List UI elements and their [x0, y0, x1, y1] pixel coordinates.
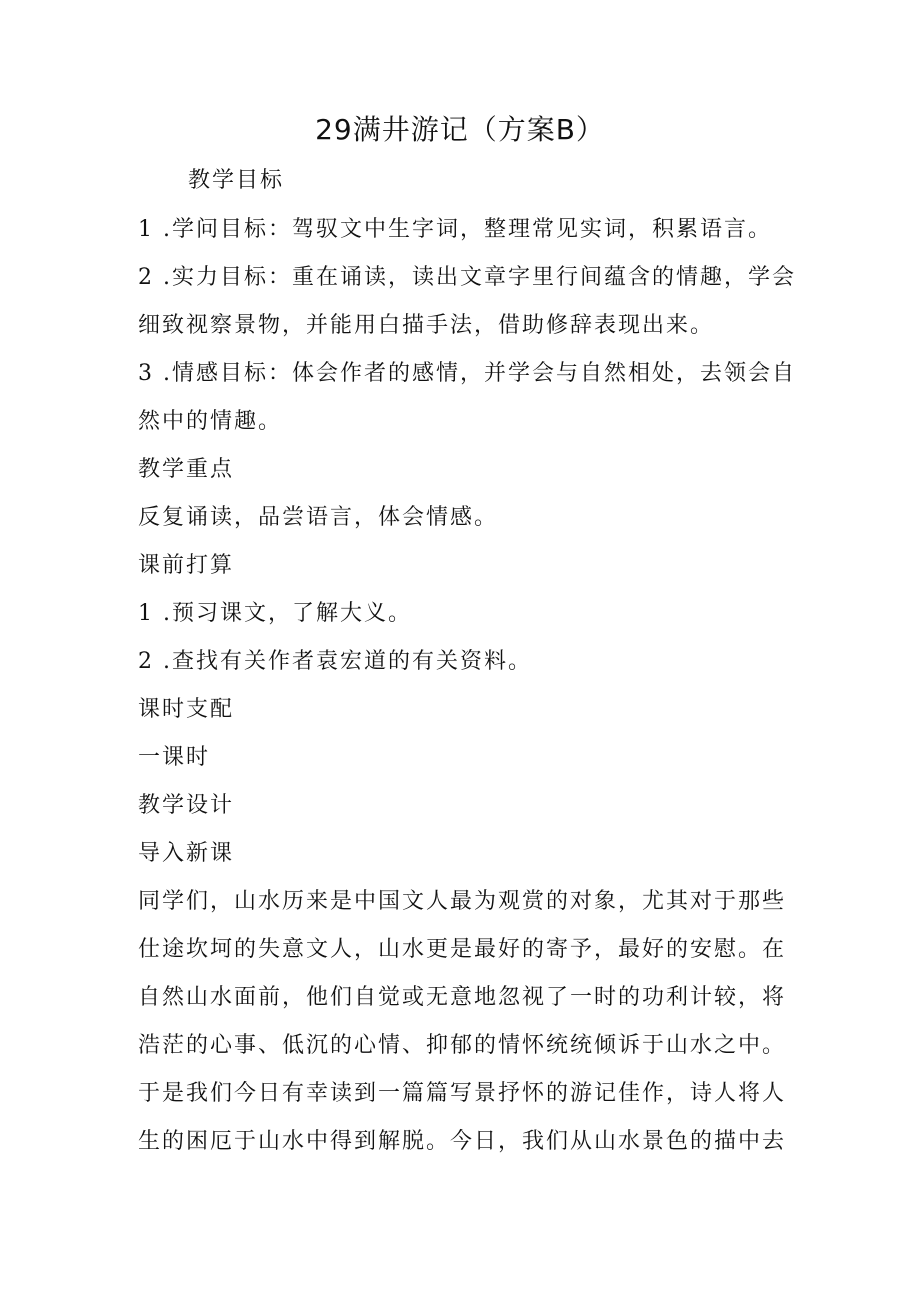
paragraph-line: 细致视察景物，并能用白描手法，借助修辞表现出来。: [138, 313, 715, 338]
paragraph-line: 1 .学问目标：驾驭文中生字词，整理常见实词，积累语言。: [138, 217, 772, 242]
section-heading-preparation: 课前打算: [138, 553, 235, 578]
paragraph-line: 仕途坎坷的失意文人，山水更是最好的寄予，最好的安慰。在: [138, 937, 787, 962]
section-heading-teaching-goals: 教学目标: [188, 168, 285, 193]
paragraph-line: 同学们，山水历来是中国文人最为观赏的对象，尤其对于那些: [138, 889, 787, 914]
paragraph-line: 2 .实力目标：重在诵读，读出文章字里行间蕴含的情趣，学会: [138, 265, 796, 290]
paragraph-line: 一课时: [138, 745, 211, 770]
paragraph-line: 自然山水面前，他们自觉或无意地忽视了一时的功利计较，将: [138, 985, 787, 1010]
paragraph-line: 然中的情趣。: [138, 409, 283, 434]
section-heading-lesson-time: 课时支配: [138, 697, 235, 722]
document-title: 29满井游记（方案B）: [315, 113, 605, 146]
paragraph-line: 3 .情感目标：体会作者的感情，并学会与自然相处，去领会自: [138, 361, 796, 386]
paragraph-line: 2 .查找有关作者袁宏道的有关资料。: [138, 649, 532, 674]
paragraph-line: 浩茫的心事、低沉的心情、抑郁的情怀统统倾诉于山水之中。: [138, 1033, 787, 1058]
paragraph-line: 反复诵读，品尝语言，体会情感。: [138, 505, 499, 530]
paragraph-line: 于是我们今日有幸读到一篇篇写景抒怀的游记佳作，诗人将人: [138, 1081, 787, 1106]
section-heading-teaching-design: 教学设计: [138, 793, 235, 818]
section-heading-teaching-focus: 教学重点: [138, 457, 235, 482]
section-heading-introduction: 导入新课: [138, 841, 235, 866]
paragraph-line: 1 .预习课文，了解大义。: [138, 601, 412, 626]
paragraph-line: 生的困厄于山水中得到解脱。今日，我们从山水景色的描中去: [138, 1129, 787, 1154]
